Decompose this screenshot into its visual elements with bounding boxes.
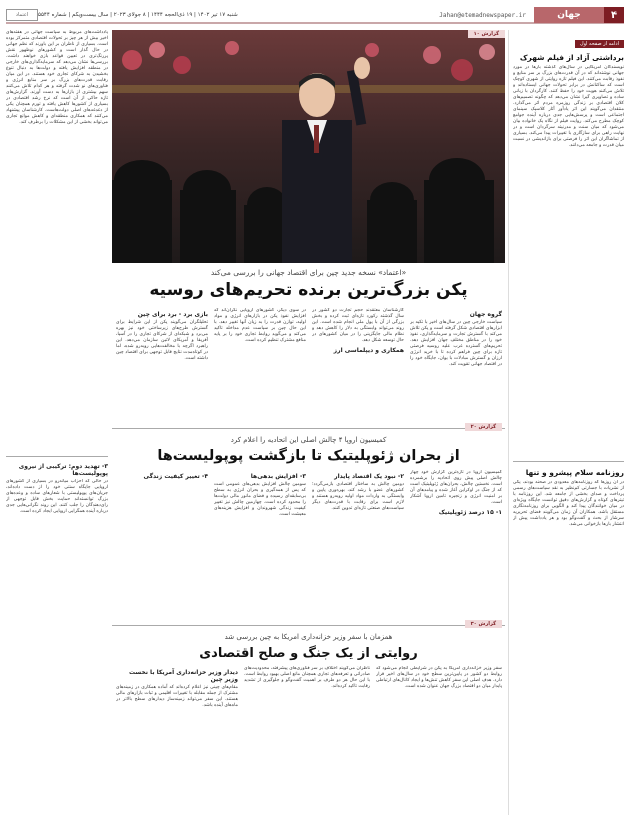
s2-subhead-3: ۳- افزایش بدهی‌ها — [250, 473, 306, 480]
left-column — [6, 30, 108, 815]
s2-body-1: کمیسیون اروپا در تازه‌ترین گزارش خود چهار چالش اصلی پیش روی اتحادیه را برشمرده است. نخستین چالش، بحران‌های ژئوپلیتیک است که از جنگ در اوکراین آغاز شده و پیامدهای آن بر امنیت انرژی و زنجیره تامین اروپا آشکار است. — [410, 470, 502, 505]
s2-col-1 — [410, 470, 502, 620]
main-body-2: کارشناسان معتقدند حجم تجارت دو کشور در سال گذشته رکورد تازه‌ای ثبت کرده و بخش بزرگی از آن با پول ملی انجام شده است. این روند می‌تواند وابستگی به دلار را کاهش دهد و نظام مالی جایگزینی را در میان کشورهای در حال توسعه شکل دهد. — [312, 308, 404, 343]
section-2-kicker: کمیسیون اروپا ۴ چالش اصلی این اتحادیه را اعلام کرد — [230, 436, 387, 444]
page-number: ۴ — [604, 7, 624, 23]
main-subhead-2: بازی برد - برد برای چین — [137, 311, 208, 318]
main-kicker: «اعتماد» نسخه جدید چین برای اقتصاد جهانی را بررسی می‌کند — [210, 268, 407, 277]
main-col-1 — [410, 308, 502, 428]
section-title: جهان — [534, 7, 604, 23]
left-divider — [6, 456, 108, 457]
main-body-1: سیاست خارجی چین در سال‌های اخیر با تکیه بر ابزارهای اقتصادی شکل گرفته است و پکن تلاش می‌کند با گسترش تجارت و سرمایه‌گذاری، نفوذ خود را در مناطق مختلف جهان افزایش دهد. تحریم‌های گسترده غرب علیه روسیه فرصتی تازه برای چین فراهم کرده تا با خرید انرژی ارزان و گسترش مبادلات با یوان، جایگاه خود را در اقتصاد جهانی تقویت کند. — [410, 320, 502, 367]
s2-col-2 — [312, 470, 404, 620]
right-column-sub-body: در آن روزها که روزنامه‌های معدودی در صحنه بودند، یکی از نشریات با جسارتی کم‌نظیر به نقد سیاست‌های رسمی پرداخت و صدای بخشی از جامعه شد. این روزنامه با تیتر‌های کوتاه و گزارش‌های دقیق توانست جایگاه ویژه‌ای در میان خوانندگان پیدا کند و الگویی برای روزنامه‌نگاری مستقل باشد. همکاران آن زمان می‌گویند فضای تحریریه سرشار از بحث و گفت‌وگو بود و هر یادداشت پیش از انتشار بارها بازخوانی می‌شد. — [513, 480, 624, 527]
right-column-body: نویسندگان آمریکایی در سال‌های گذشته بارها در مورد جهانی نوشته‌اند که در آن قدرت‌های بزرگ بر سر منابع و نفوذ رقابت می‌کنند. این فیلم تازه روایتی از شهری کوچک است که ساکنانش در برابر تحولات جهانی ایستاده‌اند و تلاش می‌کنند هویت خود را حفظ کنند. کارگردان با زبانی ساده و تصاویری گیرا نشان می‌دهد که چگونه تصمیم‌های کلان اقتصادی بر زندگی روزمره مردم اثر می‌گذارد. منتقدان می‌گویند این اثر یادآور آثار کلاسیک سینمای اجتماعی است و پرسش‌هایی جدی درباره آینده جوامع کوچک مطرح می‌کند. روایت فیلم از نگاه یک خانواده بیان می‌شود که میان سنت و مدرنیته سرگردان است و در نهایت راهی برای سازگاری با تغییرات پیدا می‌کند. بسیاری از تماشاگران این اثر را فرصتی برای بازاندیشی در نسبت میان قدرت و جامعه می‌دانند. — [513, 65, 624, 148]
divider — [513, 461, 624, 462]
s2-subhead-2: ۲- نبود یک اقتصاد پایدار — [334, 473, 404, 480]
newspaper-logo: اعتماد — [6, 9, 38, 21]
left-column-subhead: ۳- تهدید دوم: ترکیبی از نیروی پوپولیست‌ها — [18, 463, 108, 477]
right-column-subtitle: روزنامه سلام پیشرو و تنها — [525, 468, 624, 477]
main-body-4: تحلیلگران می‌گویند پکن از این شرایط برای گسترش طرح‌های زیرساختی خود نیز بهره می‌برد و شبکه‌ای از شرکای تجاری را در آسیا، آفریقا و آمریکای لاتین سازمان می‌دهد. این راهبرد اگرچه با مخالفت‌هایی روبه‌رو شده، اما در کوتاه‌مدت نتایج قابل توجهی برای اقتصاد چین داشته است. — [116, 320, 208, 361]
main-body-3: در سوی دیگر، کشورهای اروپایی نگران‌اند که افزایش نفوذ پکن در بازارهای انرژی و مواد اولیه، توازن قدرت را به زیان آنها تغییر دهد. با این حال چین بر سیاست عدم مداخله تاکید می‌کند و می‌گوید روابط تجاری خود را بر پایه منافع مشترک تنظیم کرده است. — [214, 308, 306, 343]
right-column — [508, 30, 624, 815]
s3-col-1 — [376, 666, 502, 814]
main-photo — [112, 30, 505, 263]
s3-col-3 — [116, 666, 238, 814]
page-header — [6, 8, 624, 24]
section-2-headline: از بحران ژئوپلیتیک تا بازگشت پوپولیست‌ها — [157, 448, 460, 464]
section-3-kicker: همزمان با سفر وزیر خزانه‌داری امریکا به چین بررسی شد — [224, 633, 393, 641]
main-byline: گروه جهان — [469, 311, 502, 318]
s3-body-3: مقام‌های چینی نیز اعلام کرده‌اند که آماده همکاری در زمینه‌های مشترک از جمله مقابله با تغییرات اقلیمی و ثبات بازارهای مالی هستند. این سفر می‌تواند زمینه‌ساز دیدارهای سطح بالاتر در ماه‌های آینده باشد. — [116, 685, 238, 708]
s2-body-3: سومین چالش افزایش بدهی‌های عمومی است که پس از همه‌گیری و بحران انرژی به سطح بی‌سابقه‌ای رسیده و فضای مانور مالی دولت‌ها را محدود کرده است. چهارمین چالش نیز تغییر کیفیت زندگی شهروندان و افزایش هزینه‌های معیشت است. — [214, 482, 306, 517]
main-headline: پکن بزرگ‌ترین برنده تحریم‌های روسیه — [149, 280, 468, 300]
s2-col-4 — [116, 470, 208, 620]
main-col-4 — [116, 308, 208, 428]
date-line: شنبه ۱۷ تیر ۱۴۰۲ | ۱۹ ذی‌الحجه ۱۴۴۴ | ۸ جولای ۲۰۲۳ | سال بیست‌ویکم | شماره ۵۵۴۴ — [38, 12, 238, 18]
main-col-3 — [214, 308, 306, 428]
s2-col-3 — [214, 470, 306, 620]
s2-subhead-4: ۴- تغییر کیفیت زندگی — [143, 473, 208, 480]
section-2-tag: گزارش ۲۰ — [465, 423, 502, 431]
s2-body-2: دومین چالش به ساختار اقتصادی بازمی‌گردد؛ کشورهای عضو با رشد کند، بهره‌وری پایین و وابستگی به واردات مواد اولیه روبه‌رو هستند و لازم است برای رقابت با قدرت‌های دیگر سیاست‌های صنعتی تازه‌ای تدوین کنند. — [312, 482, 404, 511]
section-3-headline: روایتی از یک جنگ و صلح اقتصادی — [199, 646, 418, 661]
section-divider-2 — [112, 625, 505, 626]
s3-subhead: دیدار وزیر خزانه‌داری آمریکا با نخست وزیر چین — [128, 669, 238, 683]
s3-body-2: ناظران می‌گویند اختلاف بر سر فناوری‌های پیشرفته، محدودیت‌های صادراتی و تعرفه‌های تجاری همچنان مانع اصلی بهبود روابط است. با این حال هر دو طرف بر اهمیت گفت‌وگو و جلوگیری از تشدید رقابت تاکید کرده‌اند. — [244, 666, 370, 689]
right-column-title: برداشتی آزاد از فیلم شهرک — [519, 53, 624, 62]
s3-body-1: سفر وزیر خزانه‌داری آمریکا به پکن در شرایطی انجام می‌شود که روابط دو کشور در پایین‌ترین سطح خود در سال‌های اخیر قرار دارد. هدف اصلی این سفر کاهش تنش‌ها و ایجاد کانال‌های ارتباطی پایدار میان دو اقتصاد بزرگ جهان عنوان شده است. — [376, 666, 502, 689]
continued-tag: ادامه از صفحه اول — [575, 40, 624, 48]
section-divider — [112, 428, 505, 429]
report-tag: گزارش ۱۰ — [468, 30, 505, 38]
s3-col-2 — [244, 666, 370, 814]
photo-illustration — [112, 30, 505, 263]
section-3-tag: گزارش ۳۰ — [465, 620, 502, 628]
main-col-2 — [312, 308, 404, 428]
section-email[interactable]: Jahan@etemadnewspaper.ir — [439, 11, 526, 19]
s2-subhead-1: ۱- ۱۵ درصد ژئوپلیتیک — [438, 509, 502, 516]
left-column-body-2: در حالی که احزاب میانه‌رو در بسیاری از کشورهای اروپایی جایگاه سنتی خود را از دست داده‌اند، جریان‌های پوپولیستی با شعارهای ساده و وعده‌های بزرگ توانسته‌اند حمایت بخش قابل توجهی از رای‌دهندگان را جلب کنند. این روند نگرانی‌هایی جدی درباره آینده همگرایی اروپایی ایجاد کرده است. — [6, 479, 108, 514]
main-subhead-1: همکاری و دیپلماسی ارز — [333, 347, 404, 354]
left-column-body: یادداشت‌های مربوط به سیاست جهانی در هفته‌های اخیر بیش از هر چیز بر تحولات اقتصادی متمرکز بوده است. بسیاری از ناظران بر این باورند که نظم جهانی در حال گذار است و کشورهای نوظهور نقش پررنگ‌تری در تعیین قواعد بازی خواهند داشت. بررسی‌ها نشان می‌دهد که سرمایه‌گذاری‌های خارجی در منطقه افزایش یافته و دولت‌ها به دنبال تنوع بخشیدن به شرکای تجاری خود هستند. در این میان رقابت قدرت‌های بزرگ بر سر منابع انرژی و فناوری‌های نو شدت گرفته و هر کدام تلاش می‌کنند سهم بیشتری از بازارها به دست آورند. گزارش‌های تازه حاکی از آن است که نرخ رشد اقتصادی در بسیاری از کشورها کاهش یافته و تورم همچنان یکی از دغدغه‌های اصلی دولت‌هاست. کارشناسان پیشنهاد می‌کنند که همکاری منطقه‌ای و کاهش موانع تجاری می‌تواند بخشی از این مشکلات را برطرف کند. — [6, 30, 108, 125]
